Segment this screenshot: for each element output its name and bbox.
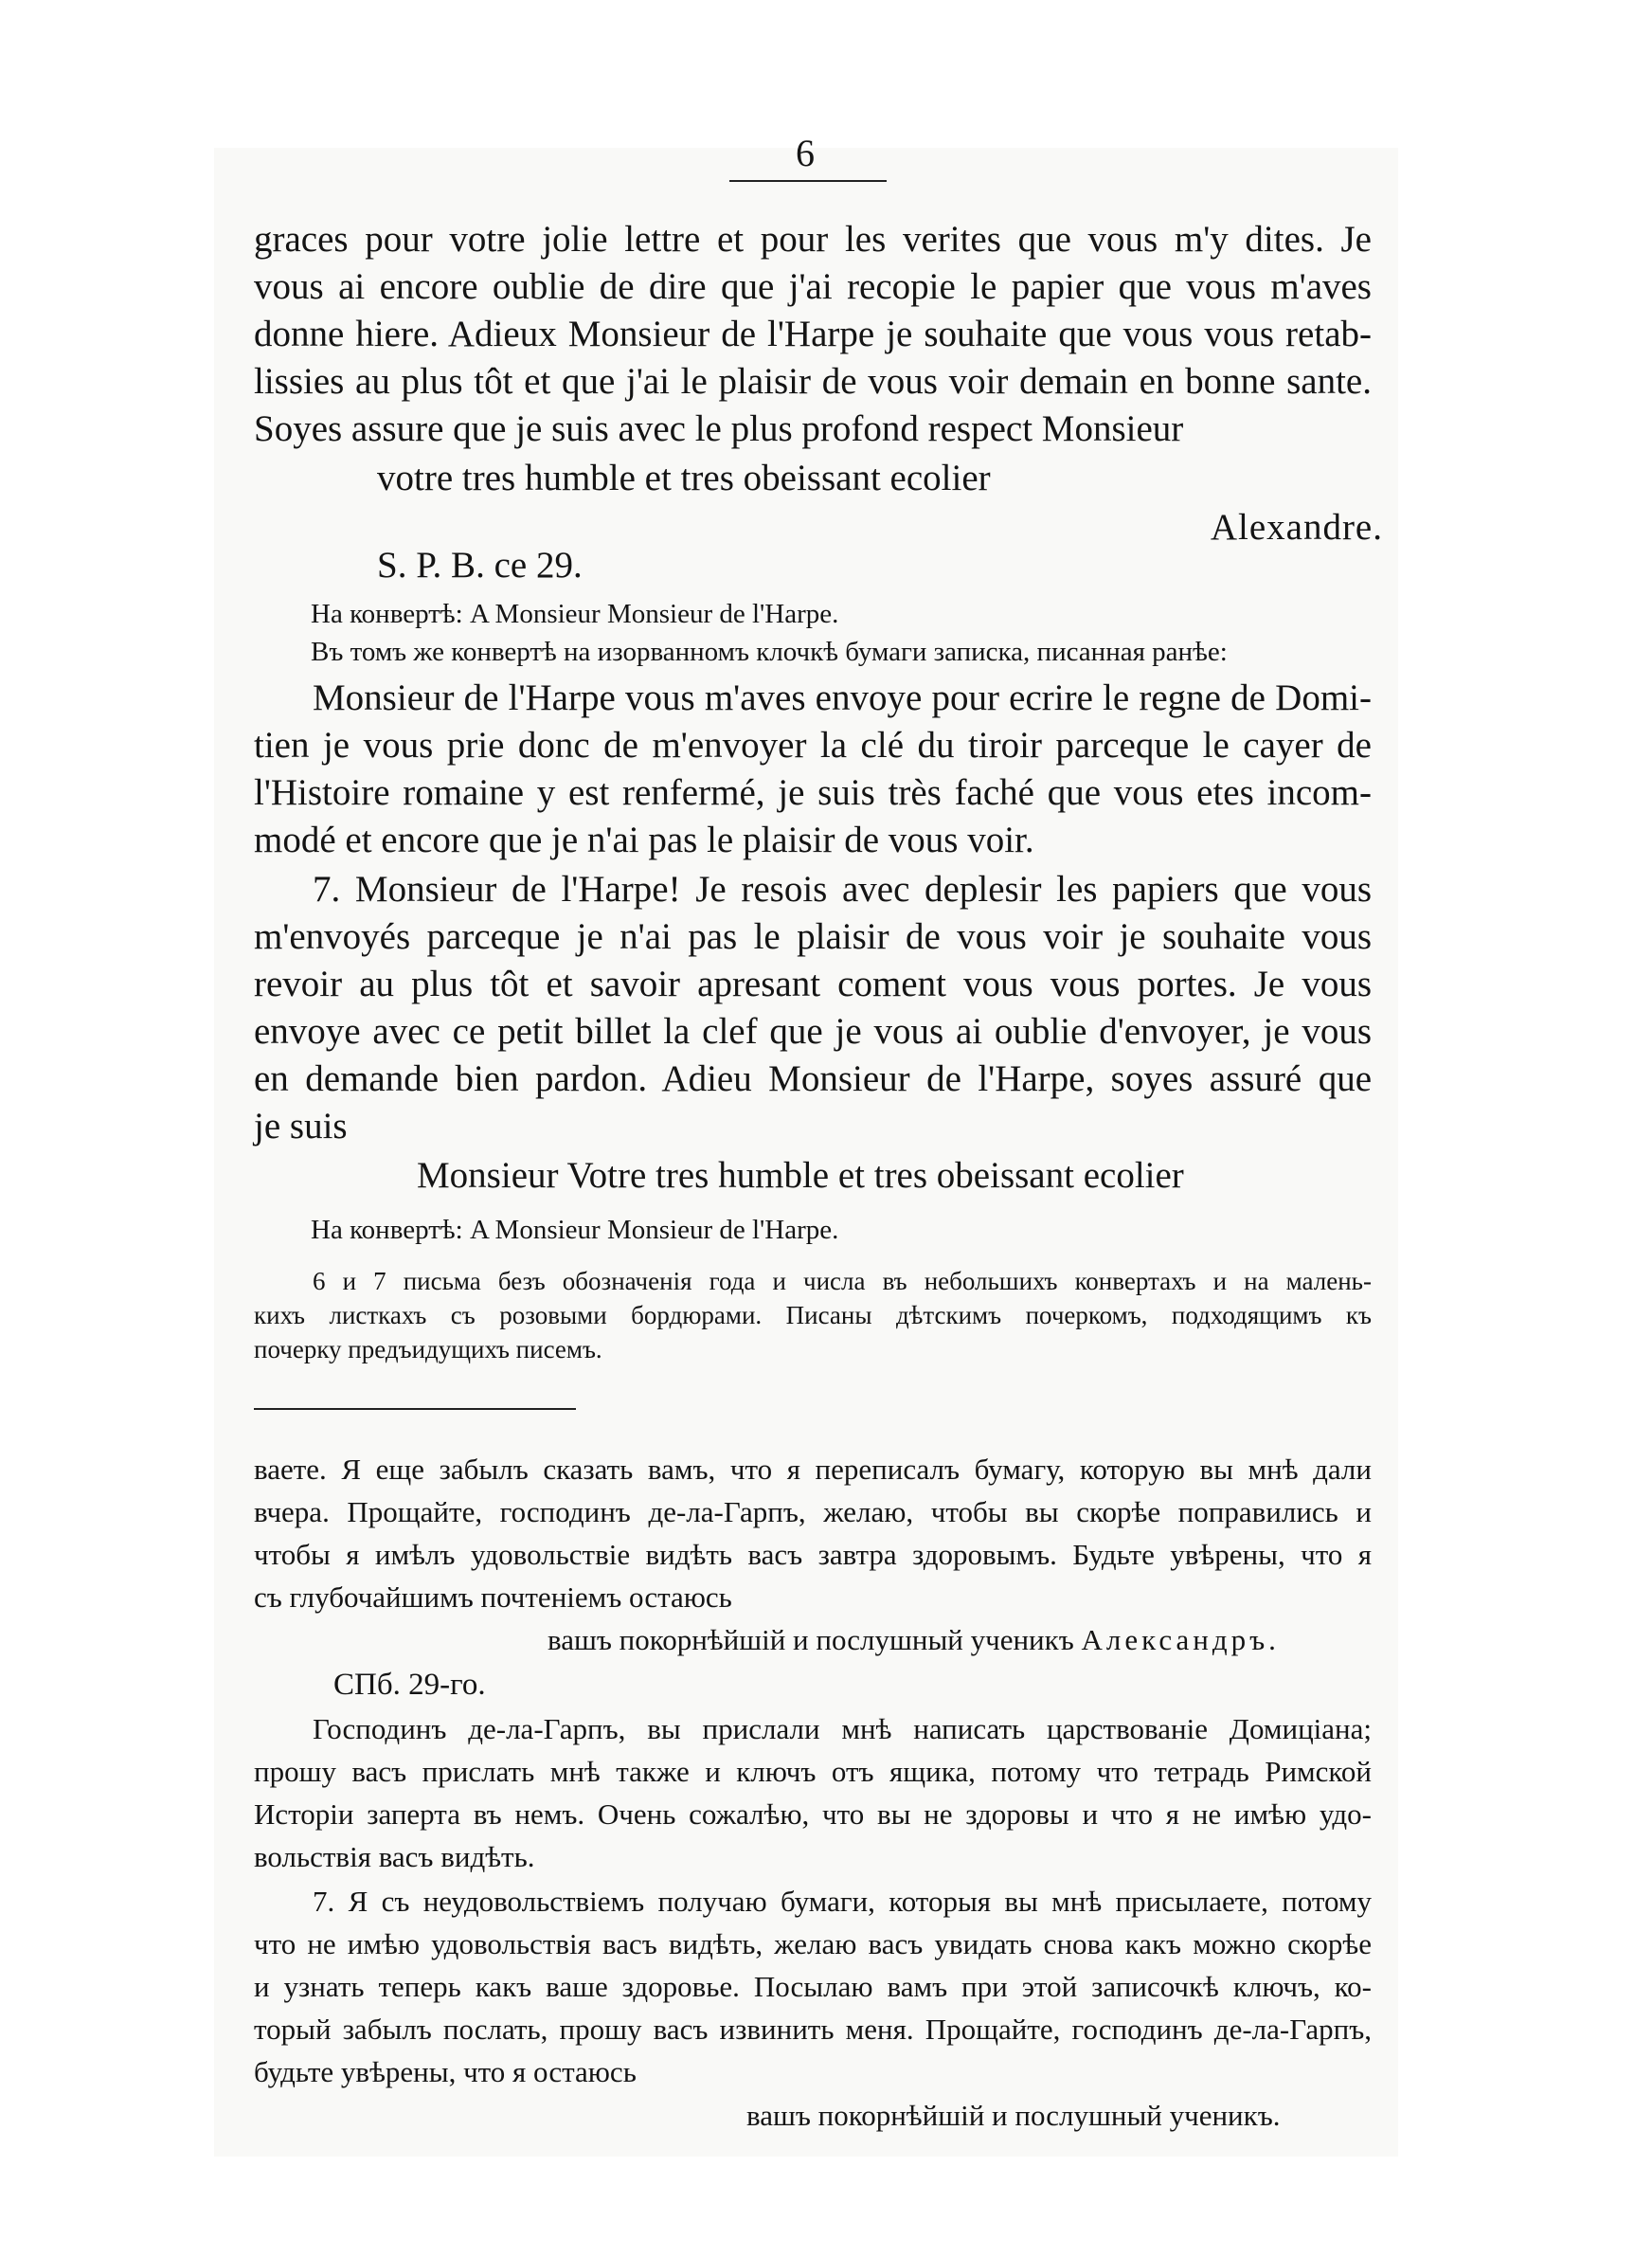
footnote-line: почерку предъидущихъ писемъ. — [254, 1335, 602, 1363]
french-closing-2: Monsieur Votre tres humble et tres obeissant ecolier — [417, 1155, 1184, 1196]
text-line: lissies au plus tôt et que j'ai le plaisir de vous voir demain en bonne sante. — [254, 361, 1372, 402]
text-line: modé et encore que je n'ai pas le plaisir de vous voir. — [254, 820, 1034, 860]
text-line: donne hiere. Adieux Monsieur de l'Harpe je souhaite que vous vous retab- — [254, 314, 1372, 354]
russian-date-1: СПб. 29-го. — [333, 1668, 486, 1702]
text-line: вчера. Прощайте, господинъ де-ла-Гарпъ, желаю, чтобы вы скорѣе поправились и — [254, 1495, 1372, 1528]
text-line: vous ai encore oublie de dire que j'ai recopie le papier que vous m'aves — [254, 266, 1372, 307]
text-line: l'Histoire romaine y est renfermé, je suis très faché que vous etes incom- — [254, 772, 1372, 813]
text-line: 7. Monsieur de l'Harpe! Je resois avec deplesir les papiers que vous — [313, 869, 1372, 910]
envelope-note-1: На конвертѣ: A Monsieur Monsieur de l'Harpe. — [311, 599, 839, 629]
text-line: чтобы я имѣлъ удовольствіе видѣть васъ завтра здоровымъ. Будьте увѣрены, что я — [254, 1538, 1372, 1571]
text-line: ваете. Я еще забылъ сказать вамъ, что я переписалъ бумагу, которую вы мнѣ дали — [254, 1453, 1372, 1486]
text-line: вольствія васъ видѣть. — [254, 1840, 535, 1873]
french-date-1: S. P. B. ce 29. — [377, 545, 583, 586]
page-number-rule — [729, 180, 887, 182]
french-letter-7-body — [254, 866, 1372, 1150]
page-number: 6 — [796, 132, 815, 174]
text-line: Исторіи заперта въ немъ. Очень сожалѣю, что вы не здоровы и что я не имѣю удо- — [254, 1797, 1372, 1831]
text-line: revoir au plus tôt et savoir apresant coment vous vous portes. Je vous — [254, 964, 1372, 1004]
french-signature-1: Alexandre. — [1210, 507, 1383, 548]
russian-closing-2: вашъ покорнѣйшій и послушный ученикъ. — [746, 2099, 1281, 2132]
footnote-line: 6 и 7 письма безъ обозначенія года и числа въ небольшихъ конвертахъ и на малень- — [313, 1267, 1372, 1295]
footnote — [254, 1264, 1372, 1366]
text-line: торый забылъ послать, прошу васъ извинить меня. Прощайте, господинъ де-ла-Гарпъ, — [254, 2013, 1372, 2046]
text-line: Господинъ де-ла-Гарпъ, вы прислали мнѣ написать царствованіе Домиціана; — [313, 1712, 1372, 1745]
text-line: и узнать теперь какъ ваше здоровье. Посылаю вамъ при этой записочкѣ ключъ, ко- — [254, 1970, 1372, 2003]
french-letter-draft-body — [254, 675, 1372, 864]
text-line: je suis — [254, 1106, 348, 1147]
russian-signature-1: Александръ. — [1081, 1623, 1280, 1656]
text-line: Monsieur de l'Harpe vous m'aves envoye pour ecrire le regne de Domi- — [313, 677, 1372, 718]
footnote-line: кихъ листкахъ съ розовыми бордюрами. Писаны дѣтскимъ почеркомъ, подходящимъ къ — [254, 1301, 1372, 1329]
text-line: что не имѣю удовольствія васъ видѣть, желаю васъ увидать снова какъ можно скорѣе — [254, 1927, 1372, 1960]
french-letter-6-body — [254, 216, 1372, 453]
russian-letter-7-body — [254, 1880, 1372, 2093]
text-line: Soyes assure que je suis avec le plus profond respect Monsieur — [254, 408, 1184, 449]
envelope-note-2: Въ томъ же конвертѣ на изорванномъ клочкѣ бумаги записка, писанная ранѣе: — [311, 637, 1228, 667]
text-line: прошу васъ прислать мнѣ также и ключъ отъ ящика, потому что тетрадь Римской — [254, 1755, 1372, 1788]
text-line: будьте увѣрены, что я остаюсь — [254, 2055, 637, 2088]
text-line: graces pour votre jolie lettre et pour les verites que vous m'y dites. Je — [254, 219, 1372, 260]
text-line: tien je vous prie donc de m'envoyer la clé du tiroir parceque le cayer de — [254, 725, 1372, 766]
text-line: 7. Я съ неудовольствіемъ получаю бумаги, которыя вы мнѣ присылаете, потому — [313, 1885, 1372, 1918]
text-line: envoye avec ce petit billet la clef que je vous ai oublie d'envoyer, je vous — [254, 1011, 1372, 1052]
russian-letter-6-body — [254, 1448, 1372, 1618]
text-line: en demande bien pardon. Adieu Monsieur de l'Harpe, soyes assuré que — [254, 1058, 1372, 1099]
russian-closing-1 — [548, 1618, 1400, 1661]
envelope-note-3: На конвертѣ: A Monsieur Monsieur de l'Harpe. — [311, 1215, 839, 1245]
section-divider — [254, 1408, 576, 1410]
russian-letter-draft-body — [254, 1707, 1372, 1878]
text-line: съ глубочайшимъ почтеніемъ остаюсь — [254, 1580, 732, 1614]
closing-text: вашъ покорнѣйшій и послушный ученикъ — [548, 1623, 1074, 1656]
text-line: m'envoyés parceque je n'ai pas le plaisir de vous voir je souhaite vous — [254, 916, 1372, 957]
french-closing-1: votre tres humble et tres obeissant ecolier — [377, 458, 991, 498]
